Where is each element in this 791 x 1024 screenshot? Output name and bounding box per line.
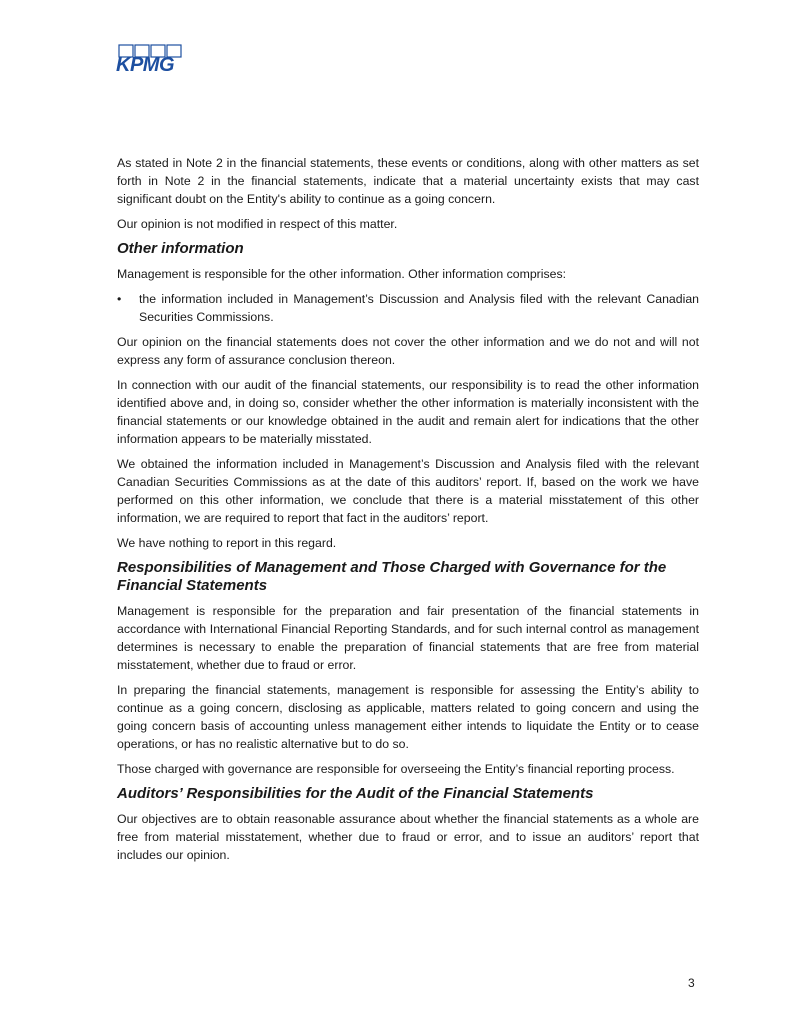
management-responsibilities-paragraph-3: Those charged with governance are responsible for overseeing the Entity’s financial reporting process. xyxy=(117,762,675,776)
auditors-responsibilities-heading: Auditors’ Responsibilities for the Audit of the Financial Statements xyxy=(117,785,594,802)
intro-paragraph-2: Our opinion is not modified in respect of this matter. xyxy=(117,217,398,231)
page-number: 3 xyxy=(688,976,695,990)
other-information-paragraph-4: We obtained the information included in Management’s Discussion and Analysis filed with the relevant Canadian Securities Commissions as at the date of this auditors’ report. If, based on the work we have performed on this other information, we conclude that there is a material misstatement of this other information, we are required to report that fact in the auditors’ report. xyxy=(117,457,699,525)
other-information-paragraph-1: Management is responsible for the other information. Other information comprises: xyxy=(117,267,567,281)
other-information-paragraph-5: We have nothing to report in this regard. xyxy=(117,536,337,550)
management-responsibilities-paragraph-1: Management is responsible for the preparation and fair presentation of the financial statements in accordance with International Financial Reporting Standards, and for such internal control as management determines is necessary to enable the preparation of financial statements that are free from material misstatement, whether due to fraud or error. xyxy=(117,604,699,672)
document-body xyxy=(117,154,699,871)
intro-paragraph-1: As stated in Note 2 in the financial statements, these events or conditions, along with other matters as set forth in Note 2 in the financial statements, indicate that a material uncertainty exists that may cast significant doubt on the Entity's ability to continue as a going concern. xyxy=(117,156,699,206)
management-responsibilities-heading: Responsibilities of Management and Those Charged with Governance for the Financial Statements xyxy=(117,559,667,594)
other-information-heading: Other information xyxy=(117,240,244,257)
list-item-text: the information included in Management’s Discussion and Analysis filed with the relevant Canadian Securities Commissions. xyxy=(139,292,699,324)
bullet-icon: • xyxy=(117,292,122,306)
auditors-responsibilities-paragraph-1: Our objectives are to obtain reasonable assurance about whether the financial statements as a whole are free from material misstatement, whether due to fraud or error, and to issue an auditors’ report that includes our opinion. xyxy=(117,812,699,862)
other-information-paragraph-2: Our opinion on the financial statements does not cover the other information and we do not and will not express any form of assurance conclusion thereon. xyxy=(117,335,699,367)
logo-text: KPMG xyxy=(116,54,174,76)
list-item xyxy=(117,290,699,326)
other-information-paragraph-3: In connection with our audit of the financial statements, our responsibility is to read the other information identified above and, in doing so, consider whether the other information is materially inconsistent with the financial statements or our knowledge obtained in the audit and remain alert for indications that the other information appears to be materially misstated. xyxy=(117,378,699,446)
management-responsibilities-paragraph-2: In preparing the financial statements, management is responsible for assessing the Entity’s ability to continue as a going concern, disclosing as applicable, matters related to going concern and using the going concern basis of accounting unless management either intends to liquidate the Entity or to cease operations, or has no realistic alternative but to do so. xyxy=(117,683,699,751)
kpmg-logo xyxy=(116,44,188,78)
other-information-list xyxy=(117,290,699,326)
